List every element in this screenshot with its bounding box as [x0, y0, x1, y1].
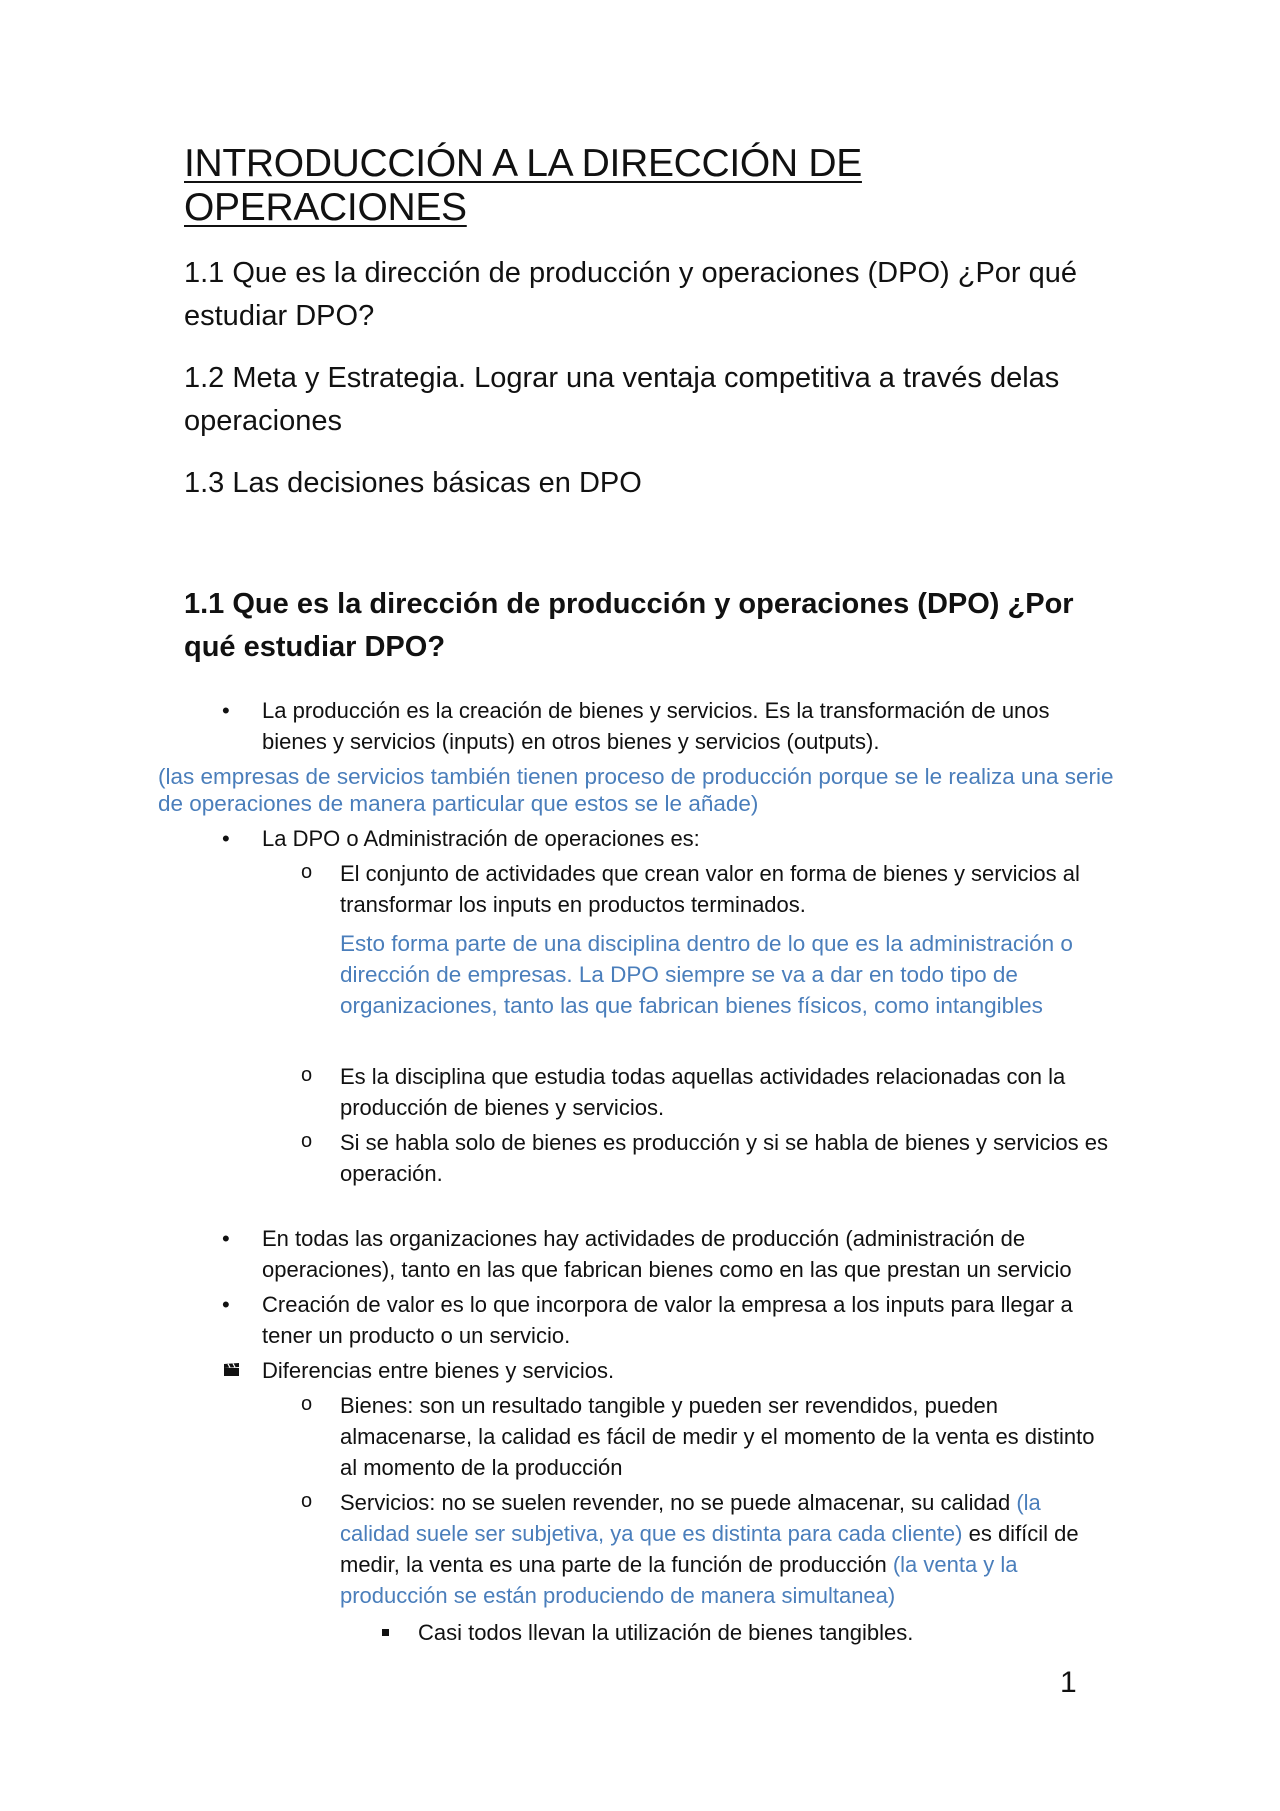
inline-annotation-note: (la calidad suele ser subjetiva, ya que es distinta para cada cliente): [340, 1490, 1041, 1546]
sub-bullet-text: es difícil de medir, la venta es una parte de la función de producción: [340, 1521, 1079, 1577]
section-heading: 1.1 Que es la dirección de producción y operaciones (DPO) ¿Por qué estudiar DPO?: [184, 588, 1074, 663]
list-item: [262, 1390, 1116, 1483]
main-bullet-list: [184, 823, 1116, 1648]
sub-bullet-list: [262, 858, 1116, 1189]
list-item: [262, 1127, 1116, 1189]
clapperboard-icon: [223, 1363, 240, 1377]
list-item: [262, 1487, 1116, 1648]
list-item: [184, 1355, 1116, 1648]
toc-item-3: 1.3 Las decisiones básicas en DPO: [184, 467, 642, 499]
list-item: [340, 1617, 1116, 1648]
sub-sub-bullet-list: [340, 1617, 1116, 1648]
bullet-text: Diferencias entre bienes y servicios.: [262, 1358, 615, 1383]
annotation-note: Esto forma parte de una disciplina dentro de lo que es la administración o dirección de empresas. La DPO siempre se va a dar en todo tipo de organizaciones, tanto las que fabrican bienes físicos, como intangibles: [340, 931, 1073, 1018]
list-item: [262, 1061, 1116, 1123]
sub-bullet-text: El conjunto de actividades que crean valor en forma de bienes y servicios al transformar los inputs en productos terminados.: [340, 861, 1080, 917]
annotation-note: (las empresas de servicios también tienen proceso de producción porque se le realiza una serie de operaciones de manera particular que estos se le añade): [158, 764, 1114, 816]
bullet-text: Creación de valor es lo que incorpora de valor la empresa a los inputs para llegar a tener un producto o un servicio.: [262, 1292, 1073, 1348]
main-bullet-list: [184, 695, 1116, 757]
list-item: [184, 1223, 1116, 1285]
sub-bullet-list: [262, 1390, 1116, 1648]
document-title: INTRODUCCIÓN A LA DIRECCIÓN DE OPERACIONES: [184, 142, 862, 229]
list-item: [184, 695, 1116, 757]
sub-bullet-text: Servicios: no se suelen revender, no se puede almacenar, su calidad: [340, 1490, 1017, 1515]
toc-item-1: 1.1 Que es la dirección de producción y operaciones (DPO) ¿Por qué estudiar DPO?: [184, 257, 1078, 332]
inline-annotation-note: (la venta y la producción se están produciendo de manera simultanea): [340, 1552, 1018, 1608]
list-item: [184, 1289, 1116, 1351]
list-item: [262, 858, 1116, 1021]
list-item: [184, 823, 1116, 1189]
page-number: 1: [1060, 1666, 1077, 1699]
sub-bullet-text: Bienes: son un resultado tangible y pueden ser revendidos, pueden almacenarse, la calidad es fácil de medir y el momento de la venta es distinto al momento de la producción: [340, 1393, 1095, 1480]
bullet-text: La DPO o Administración de operaciones es:: [262, 826, 700, 851]
toc-item-2: 1.2 Meta y Estrategia. Lograr una ventaja competitiva a través delas operaciones: [184, 362, 1060, 437]
bullet-text: En todas las organizaciones hay actividades de producción (administración de operaciones), tanto en las que fabrican bienes como en las que prestan un servicio: [262, 1226, 1072, 1282]
sub-bullet-text: Es la disciplina que estudia todas aquellas actividades relacionadas con la producción de bienes y servicios.: [340, 1064, 1066, 1120]
bullet-text: La producción es la creación de bienes y servicios. Es la transformación de unos bienes y servicios (inputs) en otros bienes y servicios (outputs).: [262, 698, 1050, 754]
sub-bullet-text: Si se habla solo de bienes es producción y si se habla de bienes y servicios es operación.: [340, 1130, 1109, 1186]
document-content: [158, 142, 1116, 1652]
sub-sub-bullet-text: Casi todos llevan la utilización de bienes tangibles.: [418, 1620, 914, 1645]
